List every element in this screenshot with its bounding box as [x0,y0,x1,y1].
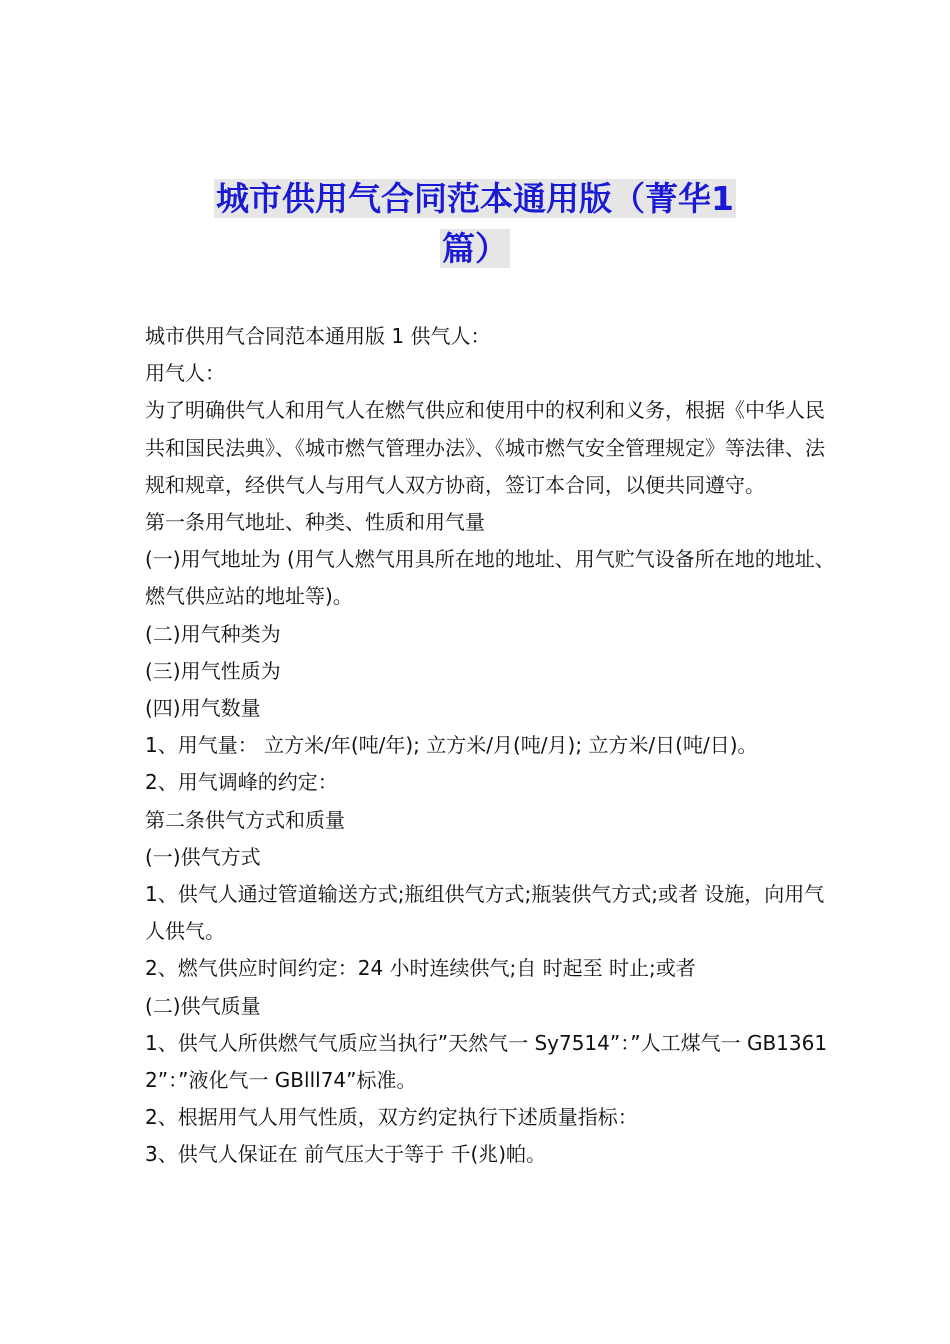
title-line-2: 篇） [442,229,508,268]
document-body [145,318,835,1174]
paragraph: 用气人： [145,361,225,386]
paragraph: 2、用气调峰的约定： [145,770,338,795]
document-title [0,174,950,274]
paragraph: (四)用气数量 [145,696,261,721]
paragraph: 2、燃气供应时间约定：24 小时连续供气;自 时起至 时止;或者 [145,956,696,981]
paragraph: 1、用气量： 立方米/年(吨/年); 立方米/月(吨/月); 立方米/日(吨/日)。 [145,733,758,758]
section-heading: 第二条供气方式和质量 [145,807,345,832]
title-line-1: 城市供用气合同范本通用版（菁华1 [216,179,734,218]
paragraph: 为了明确供气人和用气人在燃气供应和使用中的权利和义务，根据《中华人民共和国民法典》、《城市燃气管理办法》、《城市燃气安全管理规定》等法律、法规和规章，经供气人与用气人双方协商，签订本合同，以便共同遵守。 [145,398,825,497]
paragraph: (一)用气地址为 (用气人燃气用具所在地的地址、用气贮气设备所在地的地址、燃气供应站的地址等)。 [145,547,835,609]
paragraph: 2、根据用气人用气性质，双方约定执行下述质量指标： [145,1105,638,1130]
paragraph: (一)供气方式 [145,844,261,869]
paragraph: 城市供用气合同范本通用版 1 供气人： [145,324,491,348]
paragraph: 3、供气人保证在 前气压大于等于 千(兆)帕。 [145,1142,547,1167]
paragraph: (二)用气种类为 [145,621,281,646]
paragraph: (三)用气性质为 [145,658,281,683]
section-heading: 第一条用气地址、种类、性质和用气量 [145,510,485,535]
paragraph: 1、供气人所供燃气气质应当执行”天然气一 Sy7514”：”人工煤气一 GB13612”：”液化气一 GBlll74”标准。 [145,1030,828,1093]
paragraph: 1、供气人通过管道输送方式;瓶组供气方式;瓶装供气方式;或者 设施，向用气人供气。 [145,882,825,944]
paragraph: (二)供气质量 [145,993,261,1018]
